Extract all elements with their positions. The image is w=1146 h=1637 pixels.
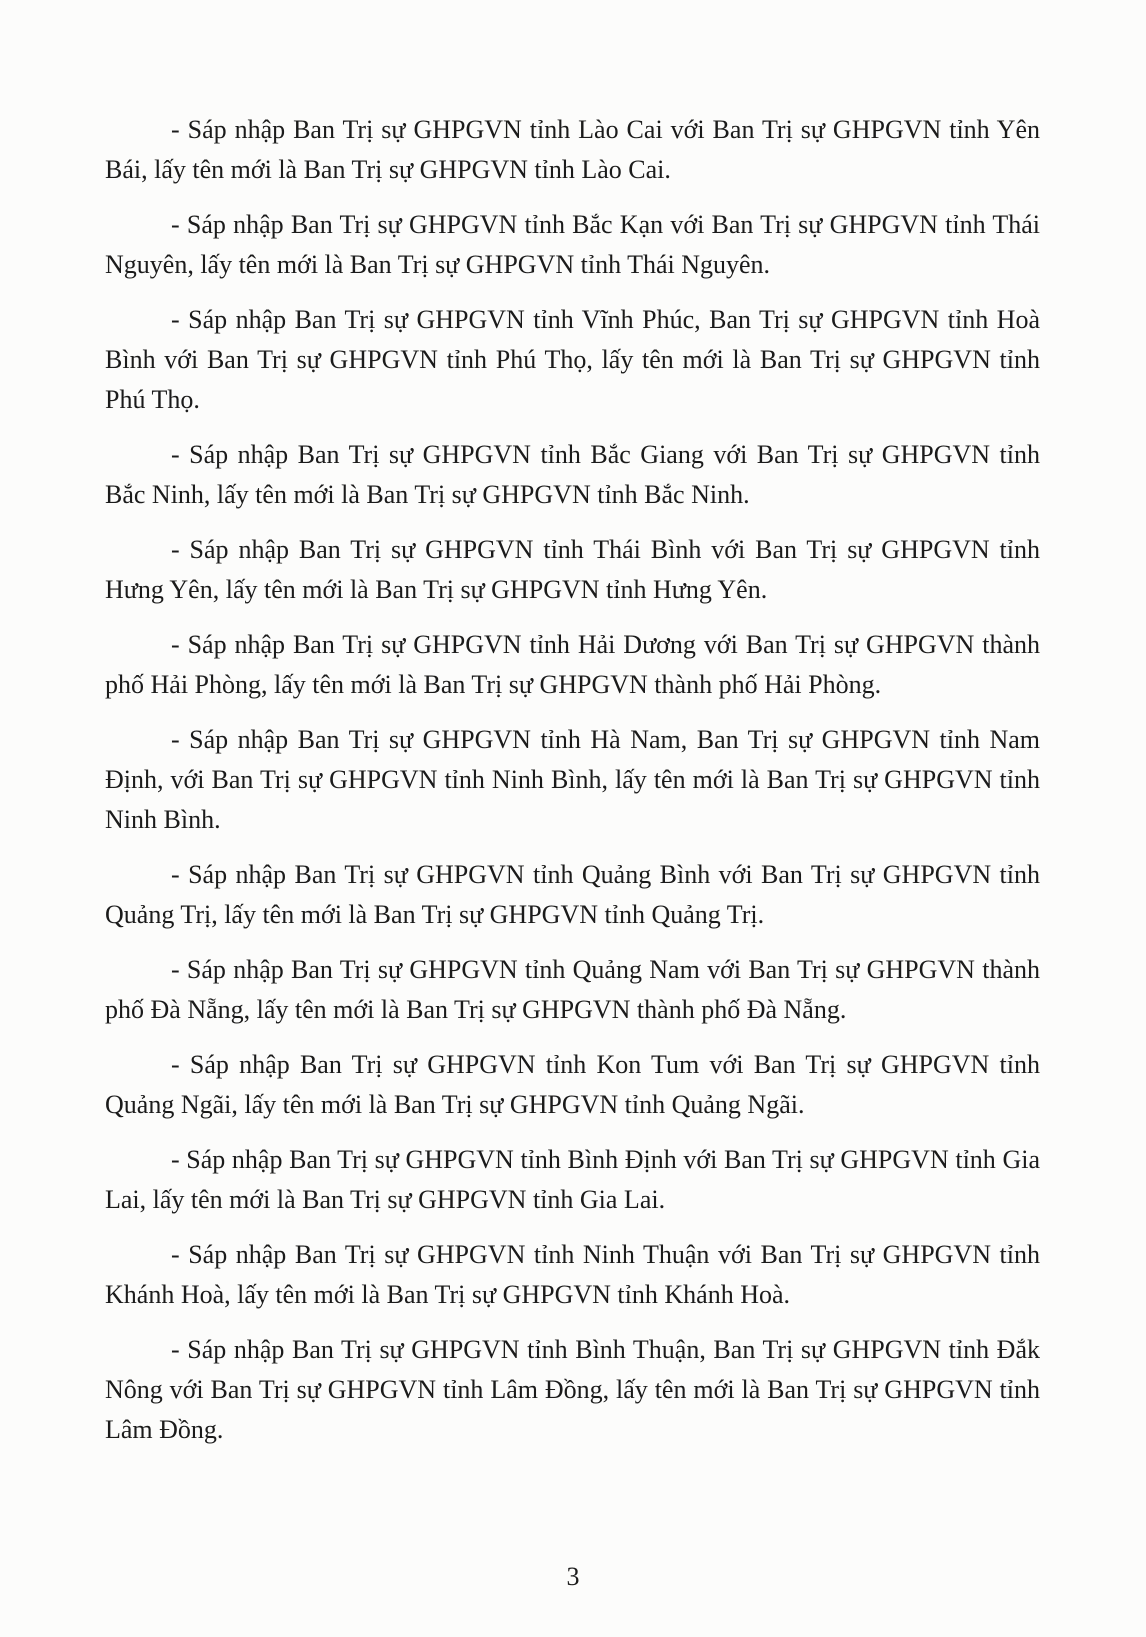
merger-item-lam-dong: - Sáp nhập Ban Trị sự GHPGVN tỉnh Bình Thuận, Ban Trị sự GHPGVN tỉnh Đắk Nông với Ban Trị sự GHPGVN tỉnh Lâm Đồng, lấy tên mới là Ban Trị sự GHPGVN tỉnh Lâm Đồng.: [105, 1335, 1040, 1444]
merger-item-hung-yen: - Sáp nhập Ban Trị sự GHPGVN tỉnh Thái Bình với Ban Trị sự GHPGVN tỉnh Hưng Yên, lấy tên mới là Ban Trị sự GHPGVN tỉnh Hưng Yên.: [105, 535, 1040, 604]
merger-item-khanh-hoa: - Sáp nhập Ban Trị sự GHPGVN tỉnh Ninh Thuận với Ban Trị sự GHPGVN tỉnh Khánh Hoà, lấy tên mới là Ban Trị sự GHPGVN tỉnh Khánh Hoà.: [105, 1240, 1040, 1309]
merger-item-phu-tho: - Sáp nhập Ban Trị sự GHPGVN tỉnh Vĩnh Phúc, Ban Trị sự GHPGVN tỉnh Hoà Bình với Ban Trị sự GHPGVN tỉnh Phú Thọ, lấy tên mới là Ban Trị sự GHPGVN tỉnh Phú Thọ.: [105, 305, 1040, 414]
page-number: 3: [566, 1562, 580, 1591]
document-body: [105, 110, 1040, 1465]
merger-item-bac-ninh: - Sáp nhập Ban Trị sự GHPGVN tỉnh Bắc Giang với Ban Trị sự GHPGVN tỉnh Bắc Ninh, lấy tên mới là Ban Trị sự GHPGVN tỉnh Bắc Ninh.: [105, 440, 1040, 509]
merger-item-thai-nguyen: - Sáp nhập Ban Trị sự GHPGVN tỉnh Bắc Kạn với Ban Trị sự GHPGVN tỉnh Thái Nguyên, lấy tên mới là Ban Trị sự GHPGVN tỉnh Thái Nguyên.: [105, 210, 1040, 279]
merger-item-quang-tri: - Sáp nhập Ban Trị sự GHPGVN tỉnh Quảng Bình với Ban Trị sự GHPGVN tỉnh Quảng Trị, lấy tên mới là Ban Trị sự GHPGVN tỉnh Quảng Trị.: [105, 860, 1040, 929]
merger-item-gia-lai: - Sáp nhập Ban Trị sự GHPGVN tỉnh Bình Định với Ban Trị sự GHPGVN tỉnh Gia Lai, lấy tên mới là Ban Trị sự GHPGVN tỉnh Gia Lai.: [105, 1145, 1040, 1214]
merger-item-quang-ngai: - Sáp nhập Ban Trị sự GHPGVN tỉnh Kon Tum với Ban Trị sự GHPGVN tỉnh Quảng Ngãi, lấy tên mới là Ban Trị sự GHPGVN tỉnh Quảng Ngãi.: [105, 1050, 1040, 1119]
merger-item-lao-cai: - Sáp nhập Ban Trị sự GHPGVN tỉnh Lào Cai với Ban Trị sự GHPGVN tỉnh Yên Bái, lấy tên mới là Ban Trị sự GHPGVN tỉnh Lào Cai.: [105, 115, 1040, 184]
merger-item-ninh-binh: - Sáp nhập Ban Trị sự GHPGVN tỉnh Hà Nam, Ban Trị sự GHPGVN tỉnh Nam Định, với Ban Trị sự GHPGVN tỉnh Ninh Bình, lấy tên mới là Ban Trị sự GHPGVN tỉnh Ninh Bình.: [105, 725, 1040, 834]
merger-item-hai-phong: - Sáp nhập Ban Trị sự GHPGVN tỉnh Hải Dương với Ban Trị sự GHPGVN thành phố Hải Phòng, lấy tên mới là Ban Trị sự GHPGVN thành phố Hải Phòng.: [105, 630, 1040, 699]
merger-item-da-nang: - Sáp nhập Ban Trị sự GHPGVN tỉnh Quảng Nam với Ban Trị sự GHPGVN thành phố Đà Nẵng, lấy tên mới là Ban Trị sự GHPGVN thành phố Đà Nẵng.: [105, 955, 1040, 1024]
